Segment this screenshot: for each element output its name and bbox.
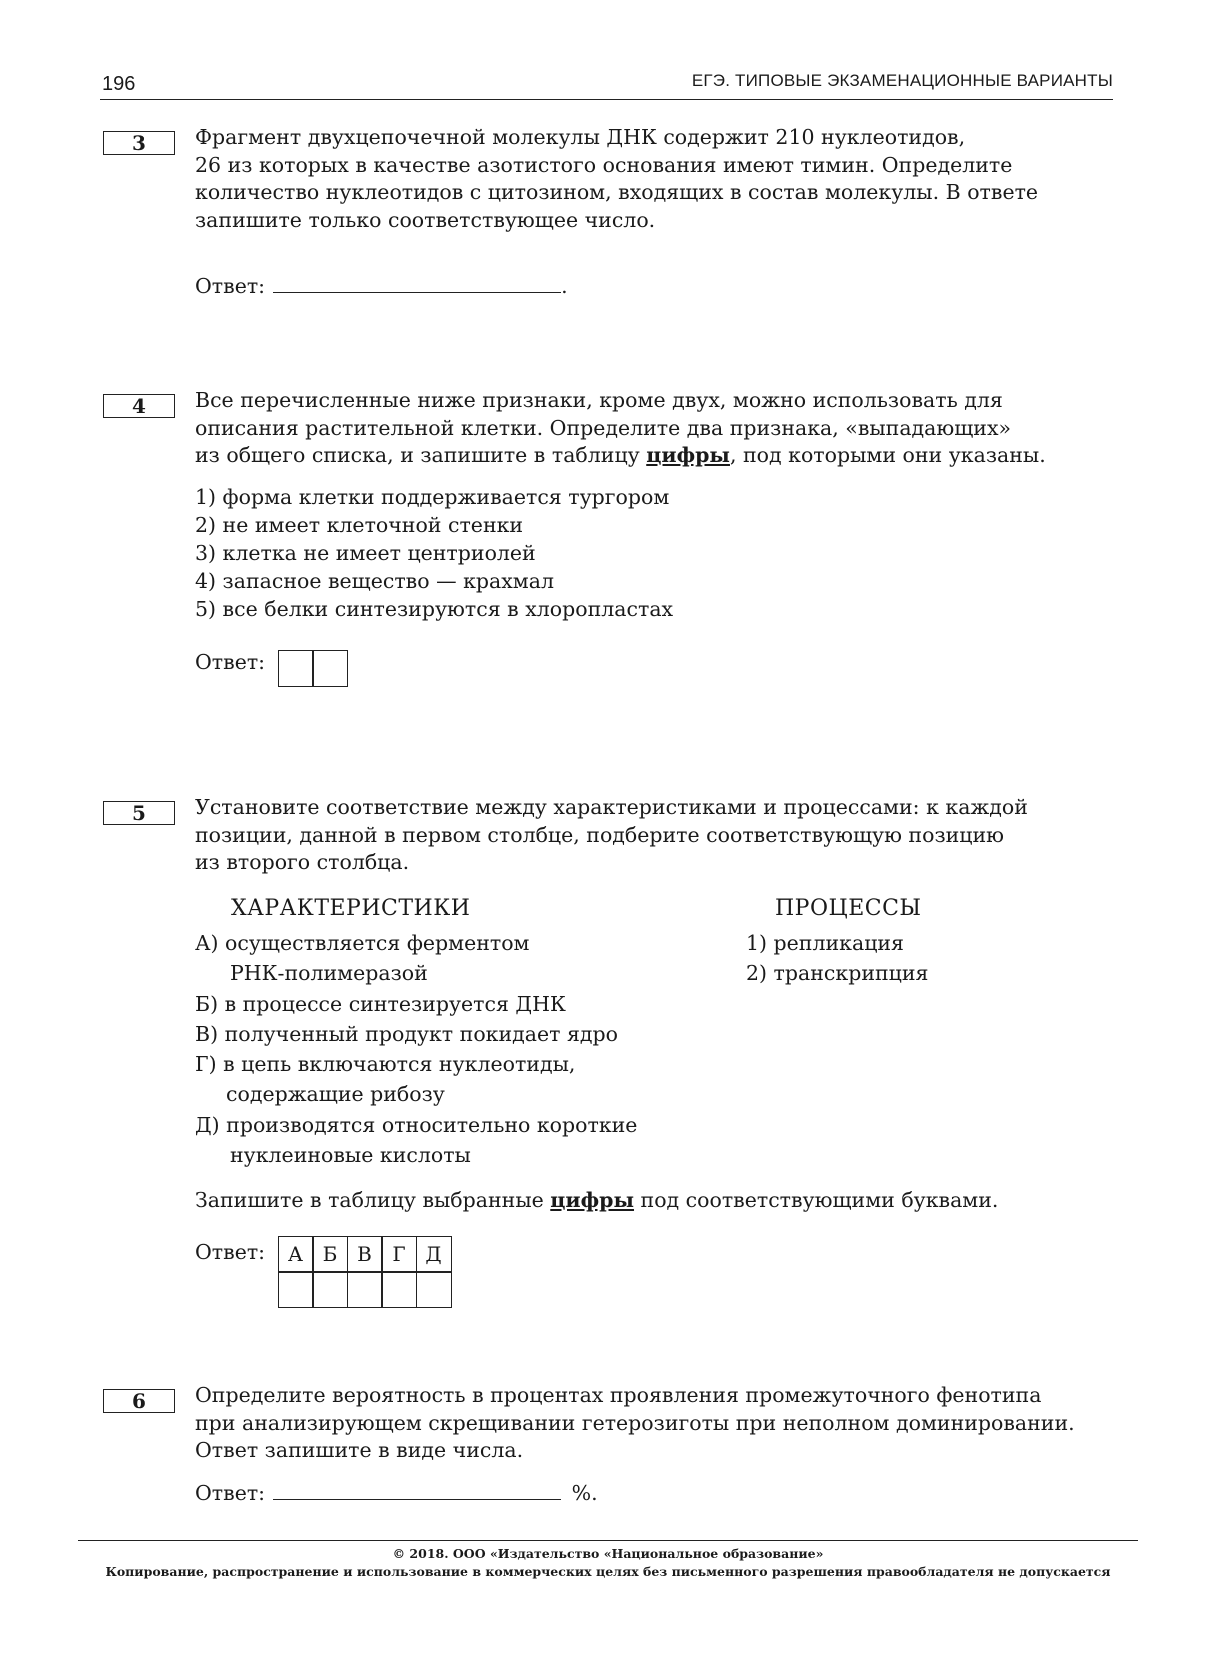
option-item: 5) все белки синтезируются в хлоропластах [195, 597, 674, 621]
letter-cell: Д [416, 1236, 452, 1273]
letter-cell: Г [381, 1236, 417, 1273]
task-6-line: Ответ запишите в виде числа. [195, 1438, 524, 1462]
process-item: 1) репликация [746, 931, 904, 955]
task-3-line: Фрагмент двухцепочечной молекулы ДНК содержит 210 нуклеотидов, [195, 125, 966, 149]
characteristic-item-continued: содержащие рибозу [226, 1082, 445, 1107]
text-run: из общего списка, и запишите в таблицу [195, 443, 647, 467]
emphasis-digits: цифры [550, 1188, 635, 1212]
text-run: , под которыми они указаны. [729, 443, 1046, 467]
task-5-instruction [195, 1186, 998, 1214]
answer-cell[interactable] [278, 1271, 314, 1308]
option-item: 4) запасное вещество — крахмал [195, 569, 554, 593]
task-5-number-box: 5 [103, 801, 175, 825]
task-3-answer-blank[interactable] [273, 272, 561, 293]
answer-cell[interactable] [416, 1271, 452, 1308]
task-4-answer-cells [279, 651, 348, 687]
answer-label: Ответ: [195, 1240, 266, 1264]
characteristic-item-continued: нуклеиновые кислоты [230, 1143, 471, 1168]
running-header-title: ЕГЭ. ТИПОВЫЕ ЭКЗАМЕНАЦИОННЫЕ ВАРИАНТЫ [691, 71, 1113, 90]
copy-notice: Копирование, распространение и использование в коммерческих целях без письменного разрешения правообладателя не допускается [105, 1564, 1111, 1579]
task-3-number-box: 3 [103, 131, 175, 155]
characteristic-item: Д) производятся относительно короткие [195, 1112, 638, 1137]
emphasis-digits: цифры [646, 443, 730, 467]
processes-heading: ПРОЦЕССЫ [775, 896, 922, 921]
page-number: 196 [102, 73, 136, 95]
processes-list [746, 928, 928, 989]
answer-cell[interactable] [278, 650, 314, 687]
task-6-line: Определите вероятность в процентах проявления промежуточного фенотипа [195, 1383, 1042, 1407]
task-3-line: 26 из которых в качестве азотистого основания имеют тимин. Определите [195, 152, 1013, 177]
answer-cell[interactable] [347, 1271, 383, 1308]
answer-label: Ответ: [195, 650, 266, 674]
task-3-line: количество нуклеотидов с цитозином, входящих в состав молекулы. В ответе [195, 180, 1039, 204]
letter-cell: А [278, 1236, 314, 1273]
percent-suffix: %. [571, 1481, 598, 1505]
task-6-text [195, 1382, 1113, 1465]
answers-row [279, 1273, 452, 1309]
characteristic-item-continued: РНК-полимеразой [230, 961, 428, 986]
answer-label: Ответ: [195, 274, 266, 298]
task-5-line: позиции, данной в первом столбце, подберите соответствующую позицию [195, 822, 1004, 847]
answer-cell[interactable] [312, 650, 348, 687]
answer-label: Ответ: [195, 1481, 266, 1505]
option-item: 3) клетка не имеет центриолей [195, 541, 536, 565]
task-6-number-box: 6 [103, 1389, 175, 1413]
characteristic-item: В) полученный продукт покидает ядро [195, 1021, 618, 1046]
task-5-line: Установите соответствие между характеристиками и процессами: к каждой [195, 795, 1028, 819]
letters-row [279, 1237, 452, 1273]
option-item: 2) не имеет клеточной стенки [195, 513, 524, 537]
task-6-answer-blank[interactable] [273, 1479, 561, 1500]
characteristic-item: Г) в цепь включаются нуклеотиды, [195, 1052, 576, 1077]
task-6-line: при анализирующем скрещивании гетерозиготы при неполном доминировании. [195, 1410, 1075, 1435]
task-5-answer-table [279, 1237, 452, 1308]
text-run: Запишите в таблицу выбранные [195, 1188, 551, 1212]
task-5-line: из второго столбца. [195, 850, 410, 874]
footer-divider [78, 1540, 1138, 1541]
task-3-answer [195, 272, 568, 300]
option-item: 1) форма клетки поддерживается тургором [195, 485, 670, 509]
copyright-line: © 2018. ООО «Издательство «Национальное образование» [392, 1546, 824, 1561]
letter-cell: В [347, 1236, 383, 1273]
characteristics-heading: ХАРАКТЕРИСТИКИ [231, 896, 471, 921]
process-item: 2) транскрипция [746, 961, 929, 986]
task-5-text [195, 794, 1113, 877]
task-4-options [195, 483, 673, 623]
text-run: под соответствующими буквами. [634, 1188, 999, 1212]
task-6-answer [195, 1479, 598, 1507]
letter-cell: Б [312, 1236, 348, 1273]
header-divider [100, 99, 1113, 100]
task-4-line: Все перечисленные ниже признаки, кроме двух, можно использовать для [195, 388, 1003, 412]
characteristic-item: Б) в процессе синтезируется ДНК [195, 991, 566, 1016]
characteristics-list [195, 928, 637, 1170]
answer-suffix: . [561, 274, 568, 298]
task-4-number-box: 4 [103, 394, 175, 418]
characteristic-item: А) осуществляется ферментом [195, 931, 530, 955]
task-3-text [195, 124, 1113, 234]
task-4-text [195, 387, 1113, 470]
task-4-line: описания растительной клетки. Определите два признака, «выпадающих» [195, 415, 1012, 440]
task-4-line [195, 442, 1113, 470]
answer-cell[interactable] [312, 1271, 348, 1308]
answer-cell[interactable] [381, 1271, 417, 1308]
task-3-line: запишите только соответствующее число. [195, 207, 656, 232]
